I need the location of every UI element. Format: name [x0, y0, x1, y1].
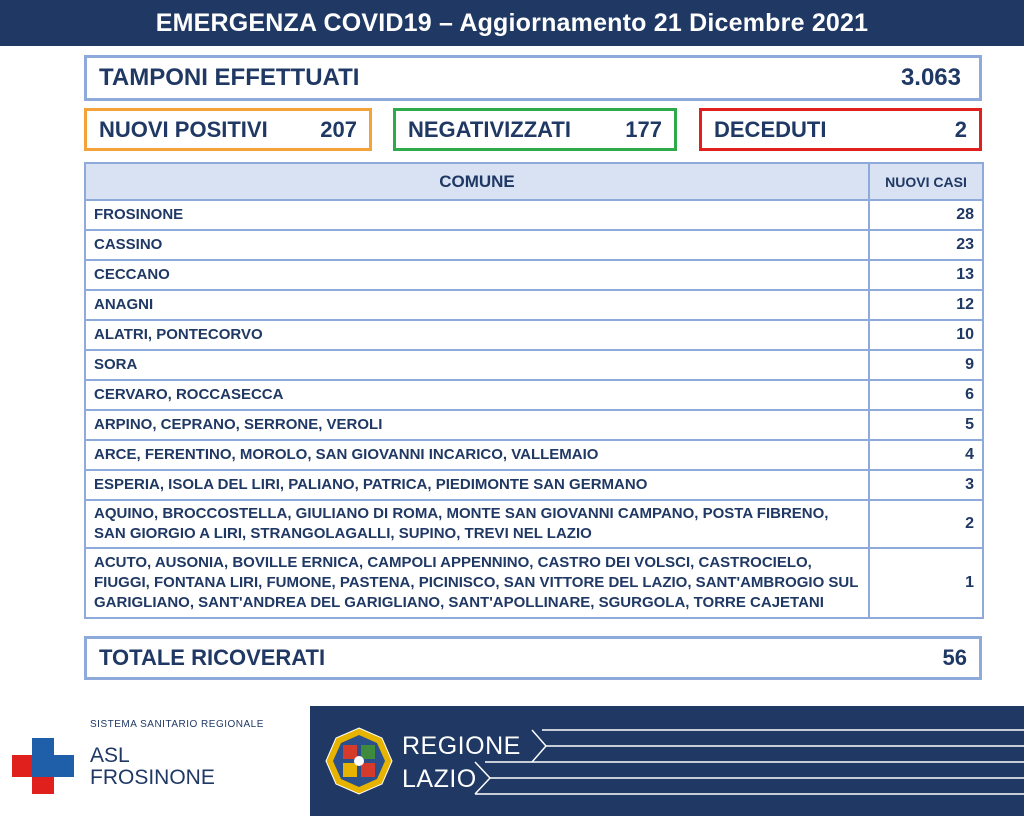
col-nuovi-casi-header: NUOVI CASI	[869, 163, 983, 200]
positivi-box	[84, 108, 372, 151]
table-row	[85, 200, 983, 230]
casi-cell: 9	[869, 350, 983, 380]
page-title: EMERGENZA COVID19 – Aggiornamento 21 Dicembre 2021	[0, 0, 1024, 46]
casi-cell: 4	[869, 440, 983, 470]
comune-cell: CASSINO	[85, 230, 869, 260]
casi-cell: 13	[869, 260, 983, 290]
table-row	[85, 500, 983, 548]
negativizzati-box	[393, 108, 677, 151]
regione-lazio-seal-icon	[325, 727, 393, 795]
positivi-label: NUOVI POSITIVI	[99, 116, 268, 142]
comune-cell: CERVARO, ROCCASECCA	[85, 380, 869, 410]
deceduti-value: 2	[954, 116, 967, 142]
casi-cell: 28	[869, 200, 983, 230]
asl-label: ASL	[90, 744, 130, 767]
casi-cell: 12	[869, 290, 983, 320]
negativizzati-value: 177	[625, 116, 662, 142]
table-row	[85, 320, 983, 350]
casi-cell: 3	[869, 470, 983, 500]
comune-cell: ACUTO, AUSONIA, BOVILLE ERNICA, CAMPOLI APPENNINO, CASTRO DEI VOLSCI, CASTROCIELO, FIUGGI, FONTANA LIRI, FUMONE, PASTENA, PICINISCO, SAN VITTORE DEL LAZIO, SANT'AMBROGIO SUL GARIGLIANO, SANT'ANDREA DEL GARIGLIANO, SANT'APOLLINARE, SGURGOLA, TORRE CAJETANI	[85, 548, 869, 618]
asl-cross-icon	[12, 738, 74, 794]
lazio-label: LAZIO	[402, 765, 477, 793]
regione-label: REGIONE	[402, 732, 521, 760]
col-comune-header: COMUNE	[85, 163, 869, 200]
comune-cell: ARPINO, CEPRANO, SERRONE, VEROLI	[85, 410, 869, 440]
table-row	[85, 350, 983, 380]
casi-cell: 23	[869, 230, 983, 260]
comune-cell: ANAGNI	[85, 290, 869, 320]
table-header-row	[85, 163, 983, 200]
table-row	[85, 470, 983, 500]
table-row	[85, 380, 983, 410]
decorative-lines	[310, 706, 1024, 816]
table-row	[85, 230, 983, 260]
tamponi-value: 3.063	[900, 64, 961, 91]
comune-cell: ESPERIA, ISOLA DEL LIRI, PALIANO, PATRICA, PIEDIMONTE SAN GERMANO	[85, 470, 869, 500]
negativizzati-label: NEGATIVIZZATI	[408, 116, 571, 142]
comune-cell: CECCANO	[85, 260, 869, 290]
table-row	[85, 410, 983, 440]
frosinone-label: FROSINONE	[90, 766, 215, 789]
casi-cell: 6	[869, 380, 983, 410]
comune-cell: ALATRI, PONTECORVO	[85, 320, 869, 350]
ssr-label: SISTEMA SANITARIO REGIONALE	[90, 719, 264, 730]
deceduti-box	[699, 108, 982, 151]
table-row	[85, 260, 983, 290]
comune-cell: ARCE, FERENTINO, MOROLO, SAN GIOVANNI INCARICO, VALLEMAIO	[85, 440, 869, 470]
tamponi-label: TAMPONI EFFETTUATI	[99, 64, 360, 91]
casi-cell: 5	[869, 410, 983, 440]
casi-cell: 10	[869, 320, 983, 350]
table-row	[85, 440, 983, 470]
table-row	[85, 290, 983, 320]
ricoverati-box	[84, 636, 982, 680]
ricoverati-label: TOTALE RICOVERATI	[99, 645, 326, 670]
comune-cell: SORA	[85, 350, 869, 380]
deceduti-label: DECEDUTI	[714, 116, 827, 142]
comuni-table	[84, 162, 984, 619]
positivi-value: 207	[320, 116, 357, 142]
comune-cell: FROSINONE	[85, 200, 869, 230]
comune-cell: AQUINO, BROCCOSTELLA, GIULIANO DI ROMA, MONTE SAN GIOVANNI CAMPANO, POSTA FIBRENO, SAN GIORGIO A LIRI, STRANGOLAGALLI, SUPINO, TREVI NEL LAZIO	[85, 500, 869, 548]
casi-cell: 1	[869, 548, 983, 618]
tamponi-box	[84, 55, 982, 101]
table-row	[85, 548, 983, 618]
casi-cell: 2	[869, 500, 983, 548]
ricoverati-value: 56	[942, 645, 967, 670]
